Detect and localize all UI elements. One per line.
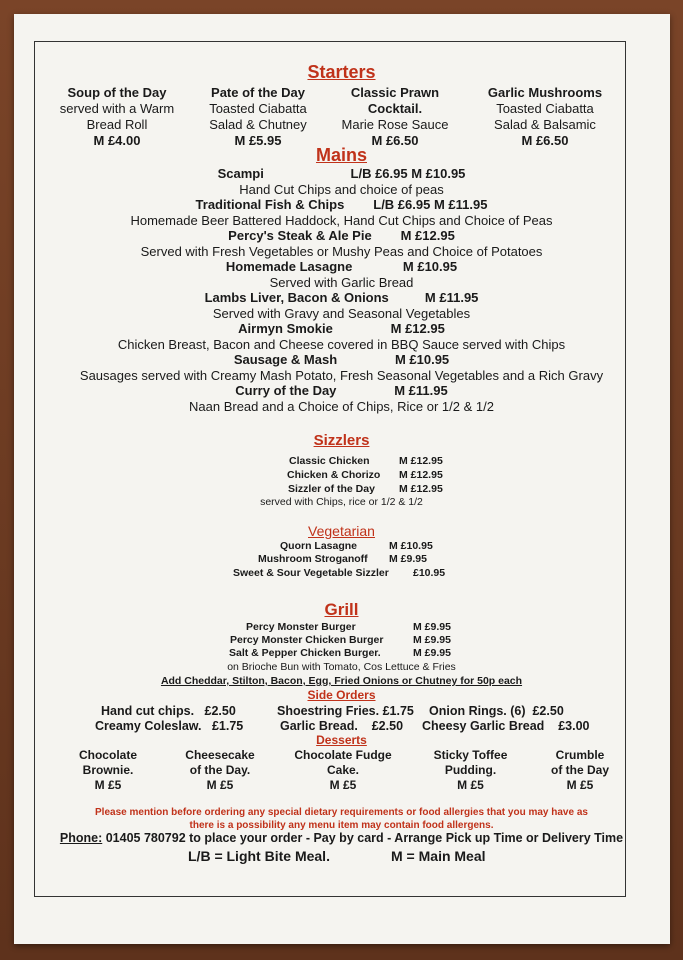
main-item bbox=[0, 321, 683, 337]
phone-text: 01405 780792 to place your order - Pay by card - Arrange Pick up Time or Delivery Time bbox=[102, 831, 624, 845]
main-price: L/B £6.95 M £10.95 bbox=[350, 166, 466, 181]
side-item bbox=[277, 704, 414, 718]
main-price: M £12.95 bbox=[390, 321, 445, 336]
main-item bbox=[0, 197, 683, 213]
side-name: Hand cut chips. bbox=[101, 704, 195, 718]
side-name: Cheesy Garlic Bread bbox=[422, 719, 545, 733]
main-item bbox=[0, 383, 683, 399]
dessert-line: Crumble bbox=[555, 748, 605, 762]
starter-price: M £6.50 bbox=[521, 133, 569, 148]
dessert-toffee-pudding bbox=[423, 748, 518, 793]
main-name: Scampi bbox=[217, 166, 264, 181]
starter-desc: Marie Rose Sauce bbox=[341, 117, 449, 132]
dessert-price: M £5 bbox=[457, 778, 484, 792]
main-name: Percy's Steak & Ale Pie bbox=[228, 228, 372, 243]
main-desc: Hand Cut Chips and choice of peas bbox=[239, 181, 444, 197]
dessert-line: Pudding. bbox=[444, 763, 497, 777]
sizzler-name: Classic Chicken bbox=[289, 455, 370, 467]
side-price: £1.75 bbox=[382, 704, 414, 718]
main-name: Airmyn Smokie bbox=[238, 321, 333, 336]
sizzlers-heading: Sizzlers bbox=[313, 432, 370, 449]
sizzler-price: M £12.95 bbox=[399, 469, 443, 481]
sizzler-name: Sizzler of the Day bbox=[288, 483, 375, 495]
main-price: M £11.95 bbox=[424, 290, 479, 305]
sizzler-name: Chicken & Chorizo bbox=[287, 469, 381, 481]
starter-mushrooms bbox=[475, 85, 615, 149]
veg-name: Mushroom Stroganoff bbox=[258, 553, 368, 565]
allergy-line: Please mention before ordering any special dietary requirements or food allergies that you may have as bbox=[95, 807, 588, 818]
dessert-price: M £5 bbox=[566, 778, 594, 792]
side-price: £2.50 bbox=[371, 719, 404, 733]
dessert-price: M £5 bbox=[329, 778, 357, 792]
main-name: Curry of the Day bbox=[235, 383, 337, 398]
sizzler-item bbox=[287, 469, 380, 482]
dessert-line: of the Day bbox=[550, 763, 609, 777]
dessert-line: of the Day. bbox=[189, 763, 251, 777]
starter-pate bbox=[193, 85, 323, 149]
veg-price: M £9.95 bbox=[389, 553, 427, 565]
grill-addon: Add Cheddar, Stilton, Bacon, Egg, Fried Onions or Chutney for 50p each bbox=[160, 675, 523, 687]
mains-list bbox=[0, 166, 683, 414]
side-item bbox=[280, 719, 403, 733]
grill-heading: Grill bbox=[324, 600, 359, 619]
starter-title: Pate of the Day bbox=[211, 85, 305, 100]
allergy-line: there is a possibility any menu item may contain food allergens. bbox=[189, 820, 494, 831]
main-name: Homemade Lasagne bbox=[225, 259, 353, 274]
starter-price: M £4.00 bbox=[93, 133, 141, 148]
main-name: Sausage & Mash bbox=[233, 352, 338, 367]
main-price: L/B £6.95 M £11.95 bbox=[373, 197, 488, 212]
starter-desc: Toasted Ciabatta bbox=[209, 101, 307, 116]
dessert-price: M £5 bbox=[94, 778, 122, 792]
grill-name: Percy Monster Chicken Burger bbox=[230, 634, 384, 646]
side-name: Garlic Bread. bbox=[280, 719, 358, 733]
sizzler-item bbox=[289, 455, 370, 468]
dessert-line: Sticky Toffee bbox=[433, 748, 508, 762]
main-desc: Homemade Beer Battered Haddock, Hand Cut Chips and Choice of Peas bbox=[130, 212, 553, 228]
dessert-crumble bbox=[540, 748, 620, 793]
starter-soup bbox=[52, 85, 182, 149]
sizzlers-note: served with Chips, rice or 1/2 & 1/2 bbox=[260, 496, 423, 508]
desserts-heading: Desserts bbox=[316, 733, 367, 747]
starter-desc: Toasted Ciabatta bbox=[496, 101, 594, 116]
main-desc: Served with Fresh Vegetables or Mushy Peas and Choice of Potatoes bbox=[140, 243, 543, 259]
dessert-price: M £5 bbox=[206, 778, 234, 792]
starter-desc: Bread Roll bbox=[86, 117, 148, 132]
side-price: £1.75 bbox=[211, 719, 244, 733]
starter-title: Cocktail. bbox=[367, 101, 423, 116]
main-price: M £12.95 bbox=[400, 228, 455, 243]
starter-price: M £5.95 bbox=[234, 133, 282, 148]
grill-note: on Brioche Bun with Tomato, Cos Lettuce & Fries bbox=[227, 661, 456, 673]
starter-title: Soup of the Day bbox=[67, 85, 167, 100]
dessert-line: Cake. bbox=[326, 763, 360, 777]
allergy-note bbox=[0, 806, 683, 832]
side-item bbox=[101, 704, 236, 718]
main-desc: Chicken Breast, Bacon and Cheese covered in BBQ Sauce served with Chips bbox=[117, 336, 566, 352]
main-name: Lambs Liver, Bacon & Onions bbox=[204, 290, 389, 305]
main-desc: Sausages served with Creamy Mash Potato, Fresh Seasonal Vegetables and a Rich Gravy bbox=[79, 367, 604, 383]
sizzler-price: M £12.95 bbox=[399, 483, 443, 495]
veg-price: £10.95 bbox=[413, 567, 446, 579]
sizzler-item bbox=[288, 483, 375, 496]
dessert-line: Brownie. bbox=[82, 763, 134, 777]
main-price: M £10.95 bbox=[402, 259, 458, 274]
starter-price: M £6.50 bbox=[371, 133, 419, 148]
dessert-line: Chocolate bbox=[78, 748, 137, 762]
starter-title: Classic Prawn bbox=[350, 85, 440, 100]
veg-price: M £10.95 bbox=[389, 540, 433, 552]
dessert-fudge-cake bbox=[288, 748, 398, 793]
dessert-line: Chocolate Fudge bbox=[294, 748, 392, 762]
dessert-line: Cheesecake bbox=[185, 748, 255, 762]
veg-name: Quorn Lasagne bbox=[280, 540, 358, 552]
starter-desc: served with a Warm bbox=[59, 101, 175, 116]
main-item bbox=[0, 352, 683, 368]
grill-price: M £9.95 bbox=[413, 647, 451, 659]
main-price: M £10.95 bbox=[394, 352, 450, 367]
grill-name: Percy Monster Burger bbox=[246, 621, 356, 633]
main-desc: Served with Garlic Bread bbox=[269, 274, 414, 290]
starter-desc: Salad & Chutney bbox=[209, 117, 307, 132]
phone-line bbox=[0, 831, 683, 845]
starter-title: Garlic Mushrooms bbox=[487, 85, 603, 100]
legend-main-meal: M = Main Meal bbox=[391, 848, 486, 864]
side-item bbox=[422, 719, 589, 733]
main-item bbox=[0, 166, 683, 182]
side-item bbox=[429, 704, 564, 718]
dessert-cheesecake bbox=[175, 748, 265, 793]
starter-prawn bbox=[330, 85, 460, 149]
side-item bbox=[95, 719, 243, 733]
side-price: £2.50 bbox=[532, 704, 564, 718]
side-price: £3.00 bbox=[558, 719, 590, 733]
main-item bbox=[0, 228, 683, 244]
starter-desc: Salad & Balsamic bbox=[494, 117, 596, 132]
side-name: Shoestring Fries. bbox=[277, 704, 380, 718]
main-desc: Served with Gravy and Seasonal Vegetables bbox=[212, 305, 471, 321]
mains-heading: Mains bbox=[315, 145, 367, 165]
main-desc: Naan Bread and a Choice of Chips, Rice or 1/2 & 1/2 bbox=[189, 398, 494, 414]
main-item bbox=[0, 259, 683, 275]
dessert-brownie bbox=[68, 748, 148, 793]
vegetarian-heading: Vegetarian bbox=[308, 523, 375, 539]
side-name: Onion Rings. (6) bbox=[429, 704, 526, 718]
main-price: M £11.95 bbox=[394, 383, 448, 398]
starters-heading: Starters bbox=[307, 62, 376, 82]
side-orders-heading: Side Orders bbox=[307, 688, 376, 702]
veg-name: Sweet & Sour Vegetable Sizzler bbox=[233, 567, 389, 579]
grill-price: M £9.95 bbox=[413, 621, 451, 633]
main-name: Traditional Fish & Chips bbox=[195, 197, 345, 212]
side-price: £2.50 bbox=[204, 704, 236, 718]
main-item bbox=[0, 290, 683, 306]
grill-price: M £9.95 bbox=[413, 634, 451, 646]
sizzler-price: M £12.95 bbox=[399, 455, 443, 467]
grill-name: Salt & Pepper Chicken Burger. bbox=[229, 647, 381, 659]
legend-light-bite: L/B = Light Bite Meal. bbox=[188, 848, 330, 864]
side-name: Creamy Coleslaw. bbox=[95, 719, 202, 733]
phone-label: Phone: bbox=[59, 831, 103, 845]
